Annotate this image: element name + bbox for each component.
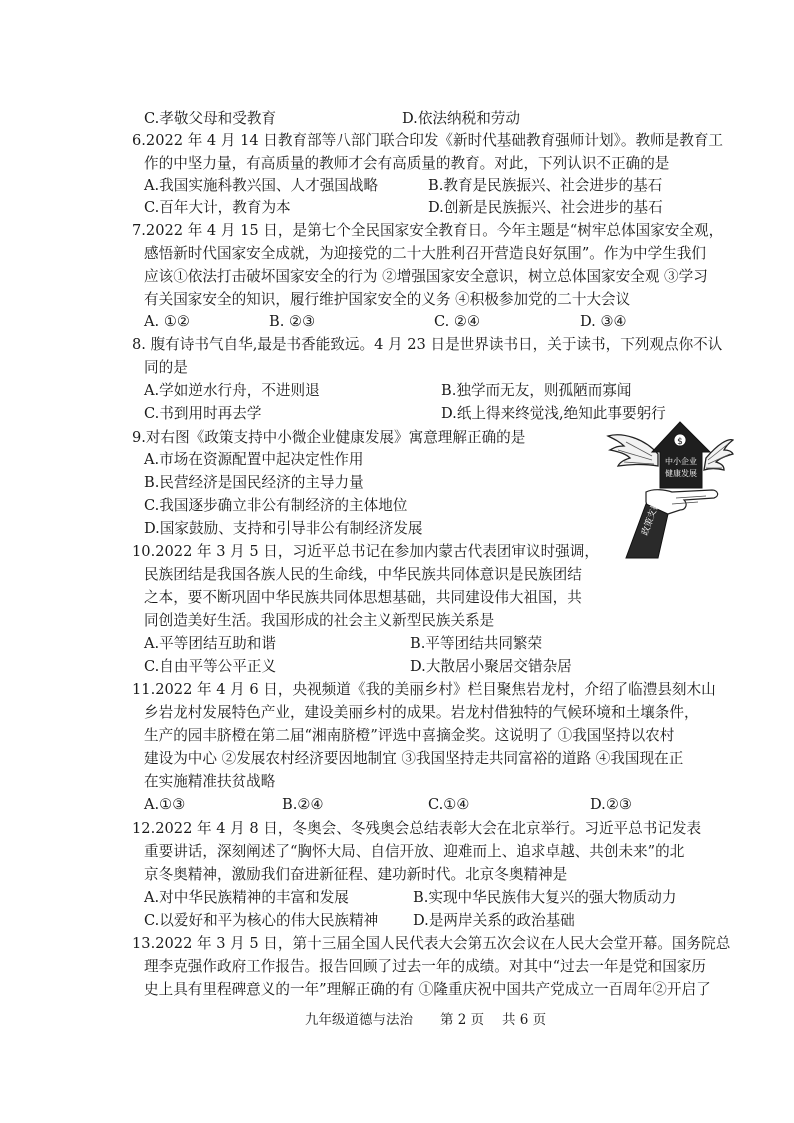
q12-option-d: D.是两岸关系的政治基础 xyxy=(413,912,575,929)
q7-option-c: C. ②④ xyxy=(434,313,481,330)
policy-support-drawing xyxy=(606,418,734,560)
q8-option-d: D.纸上得来终觉浅,绝知此事要躬行 xyxy=(441,405,666,422)
svg-text:$: $ xyxy=(677,437,683,447)
q8-option-a: A.学如逆水行舟，不进则退 xyxy=(144,382,320,399)
q8-option-b: B.独学而无友，则孤陋而寡闻 xyxy=(441,382,632,399)
q9-stem-line-1: 9.对右图《政策支持中小微企业健康发展》寓意理解正确的是 xyxy=(132,429,526,446)
q10-stem-line-4: 同创造美好生活。我国形成的社会主义新型民族关系是 xyxy=(144,612,495,629)
q12-stem-line-3: 京冬奥精神，激励我们奋进新征程、建功新时代。北京冬奥精神是 xyxy=(144,866,568,883)
q7-stem-line-4: 有关国家安全的知识，履行维护国家安全的义务 ④积极参加党的二十大会议 xyxy=(144,291,631,308)
q10-option-b: B.平等团结共同繁荣 xyxy=(410,635,543,652)
q10-option-c: C.自由平等公平正义 xyxy=(144,658,277,675)
q11-option-c: C.①④ xyxy=(428,796,470,813)
left-wing-shape xyxy=(608,435,658,466)
q5-option-d: D.依法纳税和劳动 xyxy=(402,110,520,127)
house-arrow-shape xyxy=(652,422,710,488)
q12-stem-line-2: 重要讲话，深刻阐述了“胸怀大局、自信开放、迎难而上、追求卓越、共创未来”的北 xyxy=(144,843,685,860)
footer-page-number: 第 2 页 xyxy=(440,1012,485,1028)
q11-option-a: A.①③ xyxy=(144,796,186,813)
policy-support-illustration xyxy=(606,418,734,560)
q7-stem-line-1: 7.2022 年 4 月 15 日，是第七个全民国家安全教育日。今年主题是“树牢总体国家安全观， xyxy=(132,222,724,239)
q9-option-a: A.市场在资源配置中起决定性作用 xyxy=(144,451,364,468)
q11-stem-line-1: 11.2022 年 4 月 6 日，央视频道《我的美丽乡村》栏目聚焦岩龙村，介绍了临澧县刻木山 xyxy=(132,681,716,698)
q10-stem-line-1: 10.2022 年 3 月 5 日，习近平总书记在参加内蒙古代表团审议时强调， xyxy=(132,543,599,560)
q7-option-a: A. ①② xyxy=(144,313,190,330)
q13-stem-line-3: 史上具有里程碑意义的一年”理解正确的有 ①隆重庆祝中国共产党成立一百周年②开启了 xyxy=(144,981,711,998)
figure-label-bottom: 健康发展 xyxy=(665,469,697,478)
q11-stem-line-4: 建设为中心 ②发展农村经济要因地制宜 ③我国坚持走共同富裕的道路 ④我国现在正 xyxy=(144,750,684,767)
q10-stem-line-3: 之本，要不断巩固中华民族共同体思想基础，共同建设伟大祖国，共 xyxy=(144,589,582,606)
q13-stem-line-2: 理李克强作政府工作报告。报告回顾了过去一年的成绩。对其中“过去一年是党和国家历 xyxy=(144,958,707,975)
q7-option-d: D. ③④ xyxy=(580,313,627,330)
figure-label-top: 中小企业 xyxy=(665,457,697,466)
figure-sleeve-label: 政策支持 xyxy=(640,499,663,538)
q12-option-c: C.以爱好和平为核心的伟大民族精神 xyxy=(144,912,379,929)
q6-stem-line-2: 作的中坚力量，有高质量的教师才会有高质量的教育。对此，下列认识不正确的是 xyxy=(144,155,670,172)
q12-option-b: B.实现中华民族伟大复兴的强大物质动力 xyxy=(413,889,677,906)
q6-stem-line-1: 6.2022 年 4 月 14 日教育部等八部门联合印发《新时代基础教育强师计划》。教师是教育工 xyxy=(132,132,724,149)
q6-option-b: B.教育是民族振兴、社会进步的基石 xyxy=(428,177,663,194)
q12-option-a: A.对中华民族精神的丰富和发展 xyxy=(144,889,349,906)
q11-stem-line-2: 乡岩龙村发展特色产业，建设美丽乡村的成果。岩龙村借独特的气候环境和土壤条件， xyxy=(144,704,699,721)
q5-option-c: C.孝敬父母和受教育 xyxy=(144,110,277,127)
q11-option-b: B.②④ xyxy=(282,796,324,813)
q7-stem-line-2: 感悟新时代国家安全成就，为迎接党的二十大胜利召开营造良好氛围”。作为中学生我们 xyxy=(144,245,707,262)
q8-option-c: C.书到用时再去学 xyxy=(144,405,262,422)
q10-stem-line-2: 民族团结是我国各族人民的生命线，中华民族共同体意识是民族团结 xyxy=(144,566,582,583)
footer-total-pages: 共 6 页 xyxy=(502,1012,547,1028)
q9-option-c: C.我国逐步确立非公有制经济的主体地位 xyxy=(144,497,408,514)
q7-option-b: B. ②③ xyxy=(269,313,316,330)
footer-subject: 九年级道德与法治 xyxy=(305,1012,413,1028)
q6-option-d: D.创新是民族振兴、社会进步的基石 xyxy=(428,199,663,216)
q8-stem-line-2: 同的是 xyxy=(144,359,188,376)
q6-option-c: C.百年大计，教育为本 xyxy=(144,199,291,216)
q11-stem-line-3: 生产的园丰脐橙在第二届“湘南脐橙”评选中喜摘金奖。这说明了 ①我国坚持以农村 xyxy=(144,727,675,744)
q11-stem-line-5: 在实施精准扶贫战略 xyxy=(144,773,276,790)
q10-option-d: D.大散居小聚居交错杂居 xyxy=(410,658,572,675)
q8-stem-line-1: 8. 腹有诗书气自华,最是书香能致远。4 月 23 日是世界读书日，关于读书，下列观点你不认 xyxy=(132,336,723,353)
q9-option-b: B.民营经济是国民经济的主导力量 xyxy=(144,474,364,491)
q10-option-a: A.平等团结互助和谐 xyxy=(144,635,276,652)
q13-stem-line-1: 13.2022 年 3 月 5 日，第十三届全国人民代表大会第五次会议在人民大会堂开幕。国务院总 xyxy=(132,935,731,952)
q9-option-d: D.国家鼓励、支持和引导非公有制经济发展 xyxy=(144,520,423,537)
q12-stem-line-1: 12.2022 年 4 月 8 日，冬奥会、冬残奥会总结表彰大会在北京举行。习近平总书记发表 xyxy=(132,820,702,837)
q6-option-a: A.我国实施科教兴国、人才强国战略 xyxy=(144,177,379,194)
q11-option-d: D.②③ xyxy=(590,796,632,813)
q7-stem-line-3: 应该①依法打击破坏国家安全的行为 ②增强国家安全意识，树立总体国家安全观 ③学习 xyxy=(144,268,708,285)
